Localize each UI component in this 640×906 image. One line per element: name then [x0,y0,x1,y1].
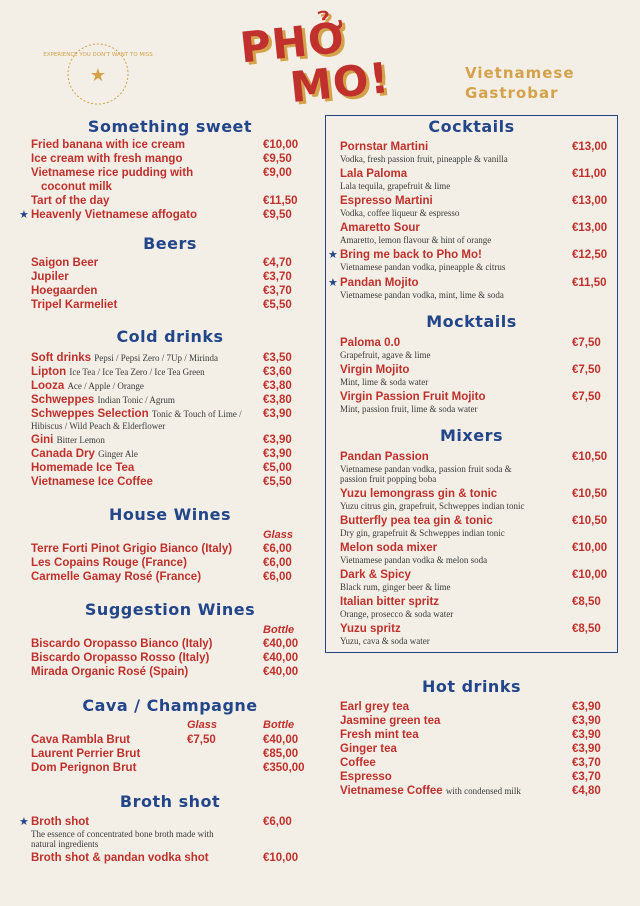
section-title-cocktails: Cocktails [428,117,515,136]
item-description: Mint, lime & soda water [340,377,429,387]
price: €10,50 [572,451,608,463]
item-description: Vodka, fresh passion fruit, pineapple & vanilla [340,154,508,164]
price: €3,80 [263,394,292,406]
menu-item: Ice cream with fresh mango [31,153,183,165]
item-name: Schweppes Selection [31,408,149,420]
price: €3,90 [572,715,601,727]
item-detail: Bitter Lemon [56,435,105,445]
price: €40,00 [263,638,299,650]
price: €10,50 [572,488,608,500]
price: €3,90 [263,408,292,420]
star-icon: ★ [19,209,29,221]
menu-item: Coffee [340,757,376,769]
menu-item: Les Copains Rouge (France) [31,557,187,569]
section-title-suggestion-wines: Suggestion Wines [84,600,256,619]
menu-item: Tart of the day [31,195,110,207]
price: €6,00 [263,571,292,583]
item-description: Amaretto, lemon flavour & hint of orange [340,235,492,245]
menu-item: Ginger tea [340,743,397,755]
column-header-bottle: Bottle [263,719,295,731]
price: €11,50 [263,195,298,207]
price: €8,50 [572,623,601,635]
price: €3,80 [263,380,292,392]
price: €7,50 [572,391,601,403]
price: €3,50 [263,352,292,364]
menu-item: Broth shot [31,816,90,828]
item-name: Canada Dry [31,448,95,460]
menu-item: Vietnamese rice pudding with [31,167,194,179]
item-detail: with condensed milk [445,786,521,796]
menu-item [31,380,144,393]
menu-item: Bring me back to Pho Mo! [340,249,482,261]
menu-item: Tripel Karmeliet [31,299,118,311]
menu-item [340,785,521,798]
price: €4,70 [263,257,292,269]
menu-item: Pornstar Martini [340,141,429,153]
menu-item: Heavenly Vietnamese affogato [31,209,197,221]
price: €40,00 [263,734,299,746]
item-description: Vodka, coffee liqueur & espresso [340,208,460,218]
price: €6,00 [263,543,292,555]
item-name: Lipton [31,366,67,378]
price: €3,70 [572,757,601,769]
section-title-house-wines: House Wines [108,505,232,524]
section-title-hot-drinks: Hot drinks [422,677,521,696]
price: €3,90 [572,701,601,713]
item-description: Vietnamese pandan vodka & melon soda [340,555,488,565]
item-description: Vietnamese pandan vodka, pineapple & citrus [340,262,506,272]
price: €350,00 [263,762,305,774]
price: €9,50 [263,153,292,165]
price: €7,50 [572,337,601,349]
menu-item: Yuzu lemongrass gin & tonic [340,488,498,500]
item-description: Orange, prosecco & soda water [340,609,454,619]
menu-item: Butterfly pea tea gin & tonic [340,515,493,527]
star-icon: ★ [328,277,338,289]
menu-item: Terre Forti Pinot Grigio Bianco (Italy) [31,543,233,555]
price: €40,00 [263,666,299,678]
menu-item: Melon soda mixer [340,542,438,554]
menu-item: Biscardo Oropasso Rosso (Italy) [31,652,210,664]
menu-item: Hoegaarden [31,285,98,297]
menu-item: Biscardo Oropasso Bianco (Italy) [31,638,213,650]
price: €10,50 [572,515,608,527]
price: €8,50 [572,596,601,608]
price: €9,50 [263,209,292,221]
menu-item: Lala Paloma [340,168,408,180]
item-description-cont: natural ingredients [31,839,99,849]
item-detail: Ice Tea / Ice Tea Zero / Ice Tea Green [69,367,205,377]
menu-item: Jupiler [31,271,69,283]
price: €5,50 [263,299,292,311]
price: €11,50 [572,277,607,289]
price: €3,70 [572,771,601,783]
item-detail: Ace / Apple / Orange [67,381,144,391]
price: €5,50 [263,476,292,488]
column-header-glass: Glass [263,529,293,541]
menu-item: Homemade Ice Tea [31,462,135,474]
item-name: Looza [31,380,65,392]
price: €13,00 [572,195,608,207]
price: €3,90 [572,743,601,755]
menu-item [31,434,105,447]
item-description: Dry gin, grapefruit & Schweppes indian tonic [340,528,505,538]
logo-mo: MO! [287,52,392,113]
menu-item: Pandan Mojito [340,277,419,289]
item-name: Gini [31,434,54,446]
star-icon: ★ [328,249,338,261]
price-glass: €7,50 [187,734,216,746]
price: €10,00 [572,542,608,554]
item-description: Vietnamese pandan vodka, mint, lime & soda [340,290,504,300]
price: €10,00 [572,569,608,581]
menu-item: Jasmine green tea [340,715,441,727]
menu-item: Paloma 0.0 [340,337,401,349]
menu-item: Fresh mint tea [340,729,419,741]
price: €3,90 [263,448,292,460]
price: €13,00 [572,141,608,153]
menu-item [31,366,205,379]
menu-item: Fried banana with ice cream [31,139,186,151]
stamp-badge [43,42,153,106]
price: €3,70 [263,285,292,297]
price: €3,70 [263,271,292,283]
item-detail: Pepsi / Pepsi Zero / 7Up / Mirinda [94,353,219,363]
item-description: Grapefruit, agave & lime [340,350,431,360]
price: €11,00 [572,168,607,180]
price: €4,80 [572,785,601,797]
section-title-sweet: Something sweet [87,117,253,136]
svg-text:★: ★ [89,65,107,86]
menu-item-cont: coconut milk [41,181,112,193]
item-detail-cont: Hibiscus / Wild Peach & Elderflower [31,421,166,431]
item-description: Black rum, ginger beer & lime [340,582,451,592]
section-title-beers: Beers [143,234,197,253]
item-description: Yuzu, cava & soda water [340,636,430,646]
item-description: Vietnamese pandan vodka, passion fruit soda & [340,464,512,474]
menu-item: Cava Rambla Brut [31,734,131,746]
price: €3,60 [263,366,292,378]
item-description: Mint, passion fruit, lime & soda water [340,404,478,414]
menu-item: Laurent Perrier Brut [31,748,141,760]
svg-text:EXPERIENCE YOU DON'T WANT TO M: EXPERIENCE YOU DON'T WANT TO MISS [43,52,153,58]
menu-item: Carmelle Gamay Rosé (France) [31,571,202,583]
item-description: Yuzu citrus gin, grapefruit, Schweppes indian tonic [340,501,525,511]
tagline-1: Vietnamese [465,64,575,82]
item-description: The essence of concentrated bone broth made with [31,829,214,839]
price: €6,00 [263,557,292,569]
star-icon: ★ [19,816,29,828]
section-title-cava: Cava / Champagne [82,696,258,715]
item-detail: Indian Tonic / Agrum [97,395,175,405]
item-description-cont: passion fruit popping boba [340,474,437,484]
price: €40,00 [263,652,299,664]
item-name: Vietnamese Coffee [340,785,443,797]
menu-item: Yuzu spritz [340,623,401,635]
item-name: Soft drinks [31,352,92,364]
menu-item: Pandan Passion [340,451,429,463]
menu-item: Broth shot & pandan vodka shot [31,852,209,864]
price: €7,50 [572,364,601,376]
menu-item: Saigon Beer [31,257,99,269]
price: €10,00 [263,139,299,151]
menu-item: Dom Perignon Brut [31,762,137,774]
tagline-2: Gastrobar [465,84,559,102]
section-title-mocktails: Mocktails [426,312,517,331]
item-description: Lala tequila, grapefruit & lime [340,181,451,191]
menu-item: Espresso [340,771,392,783]
logo-pho: PHỞ [237,12,348,73]
section-title-broth: Broth shot [119,792,221,811]
menu-item: Italian bitter spritz [340,596,440,608]
menu-item: Earl grey tea [340,701,410,713]
menu-item: Amaretto Sour [340,222,420,234]
menu-item: Mirada Organic Rosé (Spain) [31,666,189,678]
menu-item: Dark & Spicy [340,569,411,581]
item-detail: Tonic & Touch of Lime / [151,409,242,419]
section-title-cold: Cold drinks [116,327,224,346]
column-header-glass: Glass [187,719,217,731]
price: €10,00 [263,852,299,864]
section-title-mixers: Mixers [440,426,503,445]
menu-item [31,408,242,421]
menu-item [31,352,218,365]
menu-item [31,394,175,407]
price: €13,00 [572,222,608,234]
menu-item: Vietnamese Ice Coffee [31,476,153,488]
menu-item: Virgin Passion Fruit Mojito [340,391,486,403]
menu-item: Virgin Mojito [340,364,410,376]
price: €5,00 [263,462,292,474]
price: €3,90 [263,434,292,446]
price: €85,00 [263,748,299,760]
price: €3,90 [572,729,601,741]
price: €6,00 [263,816,292,828]
price: €12,50 [572,249,608,261]
column-header-bottle: Bottle [263,624,295,636]
item-name: Schweppes [31,394,95,406]
menu-item: Espresso Martini [340,195,433,207]
item-detail: Ginger Ale [98,449,138,459]
price: €9,00 [263,167,292,179]
menu-item [31,448,138,461]
